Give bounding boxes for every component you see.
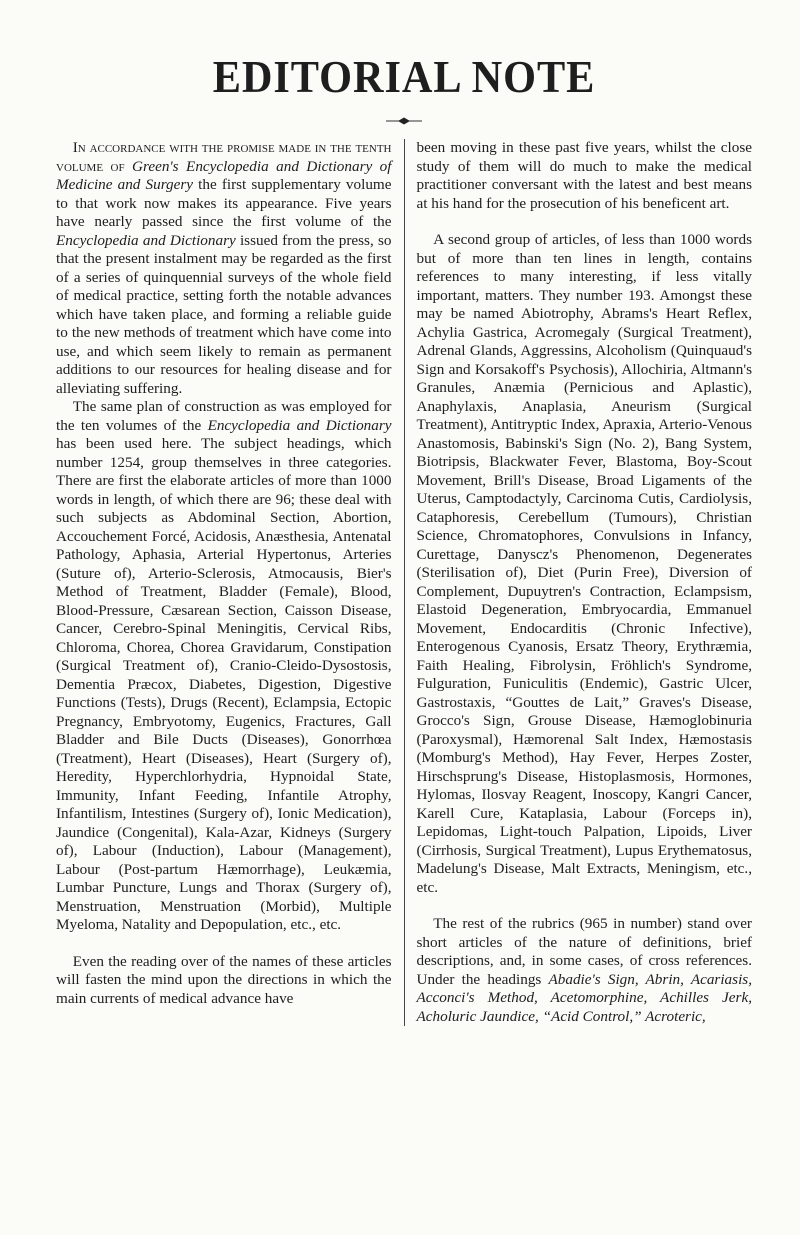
text-run: In accordance with the promise made in the tenth volume of xyxy=(56,139,392,175)
paragraph xyxy=(56,398,392,935)
text-run: The same plan of construction as was employed for the ten volumes of the xyxy=(56,398,392,434)
text-run: the first supplementary volume to that work now makes its appearance. Five years have nearly passed since the first volume of the xyxy=(56,176,392,230)
ornament-divider-icon xyxy=(386,116,422,126)
paragraph: A second group of articles, of less than 1000 words but of more than ten lines in length, contains references to many interesting, if less vitally important, matters. They number 193. Amongst these may be named Abiotrophy, Abrams's Heart Reflex, Achylia Gastrica, Acromegaly (Surgical Treatment), Adrenal Glands, Aggressins, Alcoholism (Quinquaud's Sign and Korsakoff's Psychosis), Allochiria, Altmann's Granules, Anæmia (Pernicious and Aplastic), Anaphylaxis, Anaplasia, Aneurism (Surgical Treatment), Antitryptic Index, Apraxia, Arterio-Venous Anastomosis, Babinski's Sign (No. 2), Bang System, Biotripsis, Blackwater Fever, Blastoma, Boy-Scout Movement, Brill's Disease, Broad Ligaments of the Uterus, Camptodactyly, Carcinoma Cutis, Cardiolysis, Cataphoresis, Cerebellum (Tumours), Christian Science, Chromatophores, Convulsions in Infancy, Curettage, Danyscz's Phenomenon, Degenerates (Sterilisation of), Diet (Purin Free), Diversion of Complement, Dupuytren's Contraction, Eclampsism, Elastoid Degeneration, Embryocardia, Emmanuel Movement, Endocarditis (Chronic Infective), Enterogenous Cyanosis, Ersatz Theory, Erythræmia, Faith Healing, Fibrolysin, Fröhlich's Syndrome, Fulguration, Funiculitis (Endemic), Gastric Ulcer, Gastrostaxis, “Gouttes de Lait,” Graves's Disease, Grocco's Sign, Grouse Disease, Hæmoglobinuria (Paroxysmal), Hæmorenal Salt Index, Hæmostasis (Momburg's Method), Hay Fever, Herpes Zoster, Hirschsprung's Disease, Histoplasmosis, Hormones, Hylomas, Ilosvay Reagent, Inoscopy, Kangri Cancer, Karell Cure, Kataplasia, Labour (Forceps in), Lepidomas, Light-touch Palpation, Lipoids, Liver (Cirrhosis, Surgical Treatment), Lupus Erythematosus, Madelung's Disease, Malt Extracts, Meningism, etc., etc. xyxy=(416,231,752,896)
text-run: issued from the press, so that the present instalment may be regarded as the first of a series of quinquennial surveys of the whole field of medical practice, setting forth the notable advances which have taken place, and forming a reliable guide to the new methods of treatment which have come into use, and which seem likely to remain as permanent additions to our resources for healing disease and for alleviating suffering. xyxy=(56,231,392,397)
paragraph: been moving in these past five years, whilst the close study of them will do much to make the medical practitioner conversant with the latest and best means at his hand for the prosecution of his beneficent art. xyxy=(416,139,752,212)
text-columns xyxy=(56,139,752,1026)
text-run: has been used here. The subject headings, which number 1254, group themselves in three categories. There are first the elaborate articles of more than 1000 words in length, of which there are 96; these deal with such subjects as Abdominal Section, Abortion, Accouchement Forcé, Acidosis, Anæsthesia, Antenatal Pathology, Aphasia, Arterial Hypertonus, Arteries (Suture of), Arterio-Sclerosis, Atmocausis, Bier's Method of Treatment, Bladder (Female), Blood, Blood-Pressure, Cæsarean Section, Caisson Disease, Cancer, Cerebro-Spinal Meningitis, Cervical Ribs, Chloroma, Chorea, Chorea Gravidarum, Constipation (Surgical Treatment of), Cranio-Cleido-Dysostosis, Dementia Præcox, Diabetes, Digestion, Digestive Functions (Tests), Drugs (Recent), Eclampsia, Ectopic Pregnancy, Embryotomy, Eugenics, Fractures, Gall Bladder and Bile Ducts (Diseases), Gonorrhœa (Treatment), Heart (Diseases), Heart (Surgery of), Heredity, Hyperchlorhydria, Hypnoidal State, Immunity, Infant Feeding, Infantile Atrophy, Infantilism, Intestines (Surgery of), Ionic Medication), Jaundice (Congenital), Kala-Azar, Kidneys (Surgery of), Labour (Induction), Labour (Management), Labour (Post-partum Hæmorrhage), Leukæmia, Lumbar Puncture, Lungs and Thorax (Surgery of), Menstruation, Menstruation (Morbid), Multiple Myeloma, Natality and Depopulation, etc., etc. xyxy=(56,435,392,933)
work-title: Encyclopedia and Dictionary xyxy=(207,416,392,434)
left-column xyxy=(56,139,404,1026)
right-column xyxy=(405,139,753,1026)
paragraph xyxy=(56,139,392,398)
heading-list: Abadie's Sign, Abrin, Acariasis, Acconci's Method, Acetomorphine, Achilles Jerk, Acholuric Jaundice, “Acid Control,” Acroteric, xyxy=(416,970,752,1025)
paragraph: Even the reading over of the names of these articles will fasten the mind upon the directions in which the main currents of medical advance have xyxy=(56,952,392,1007)
paragraph xyxy=(417,915,753,1026)
page-title: EDITORIAL NOTE xyxy=(212,51,596,102)
text-run: The rest of the rubrics (965 in number) stand over short articles of the nature of definitions, brief descriptions, and, in some cases, of cross references. Under the headings xyxy=(416,915,752,988)
work-title: Green's Encyclopedia and Dictionary of Medicine and Surgery xyxy=(56,157,392,193)
work-title: Encyclopedia and Dictionary xyxy=(56,231,236,249)
